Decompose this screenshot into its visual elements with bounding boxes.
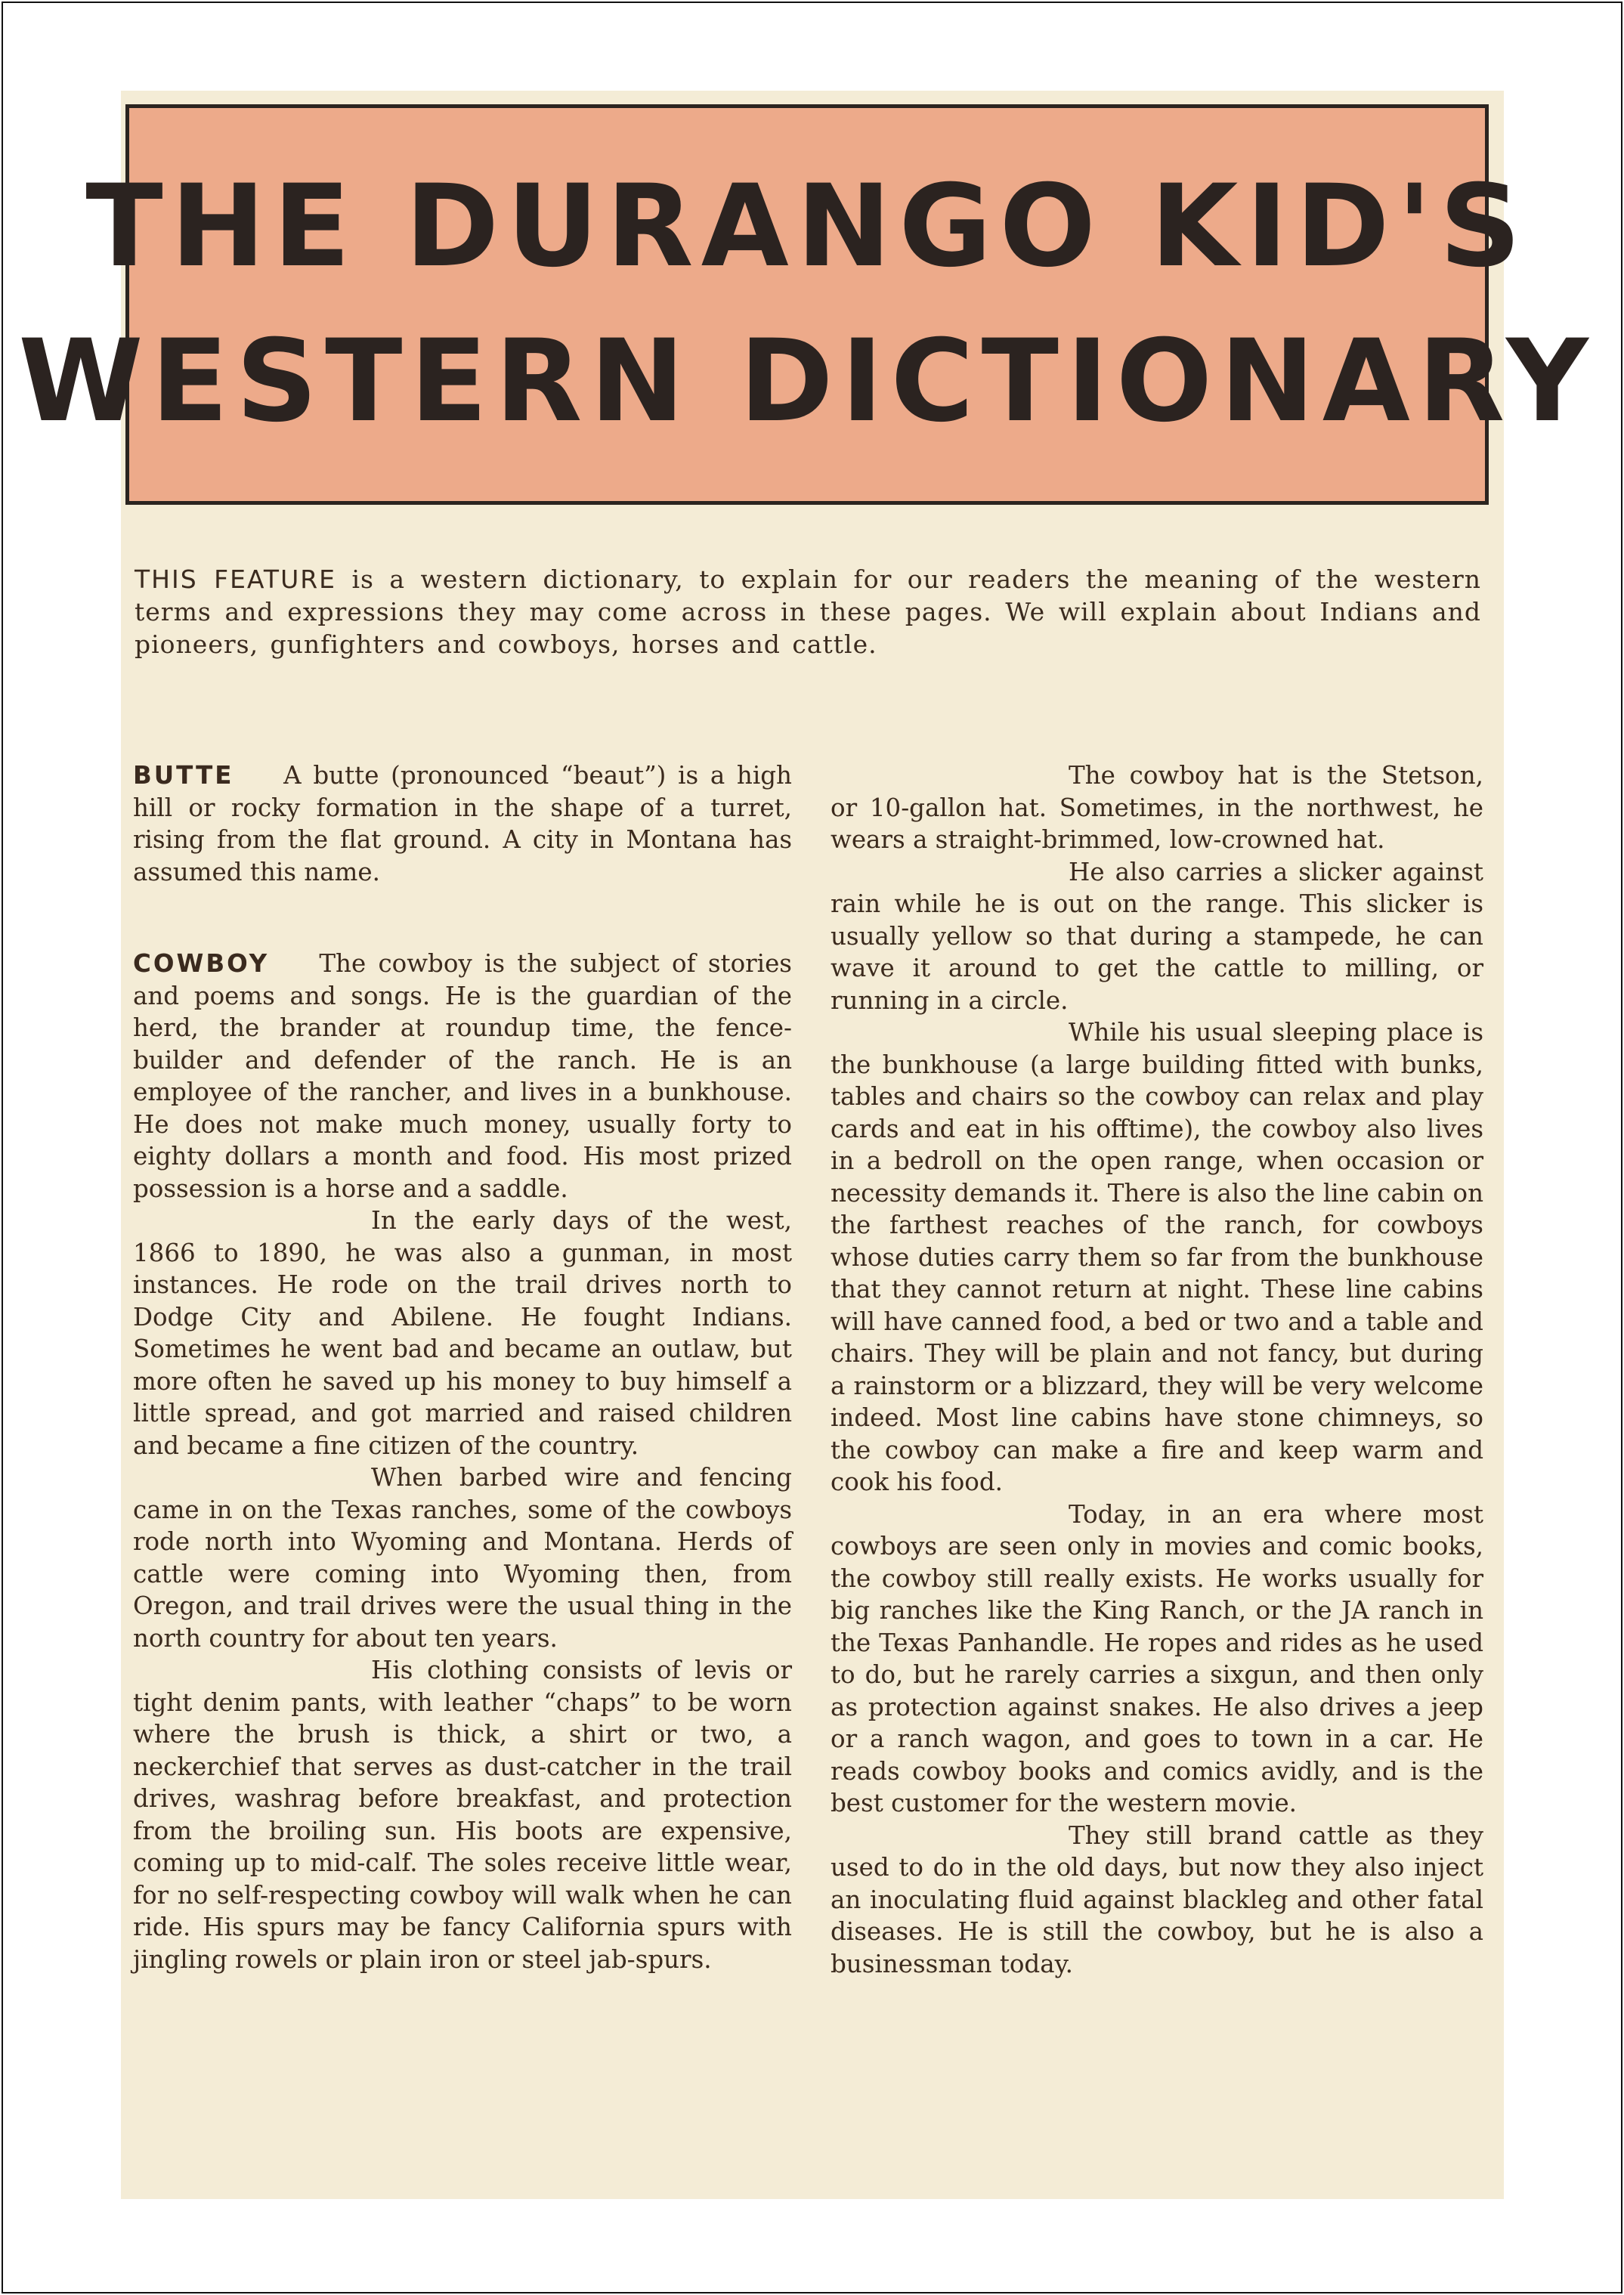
cowboy-paragraph-5: The cowboy hat is the Stetson, or 10-gallon hat. Sometimes, in the northwest, he wears a straight-brimmed, low-crowned hat.: [831, 761, 1483, 854]
right-column: [831, 759, 1483, 1980]
entry-spacer: [133, 888, 792, 948]
intro-paragraph: [135, 563, 1481, 660]
cowboy-paragraph-3: When barbed wire and fencing came in on the Texas ranches, some of the cowboys rode north into Wyoming and Montana. Herds of cattle were coming into Wyoming then, from Oregon, and trail drives were the usual thing in the north country for about ten years.: [133, 1463, 792, 1653]
cowboy-paragraph-9: They still brand cattle as they used to do in the old days, but now they also inject an inoculating fluid against blackleg and other fatal diseases. He is still the cowboy, but he is also a businessman today.: [831, 1820, 1483, 1978]
title-line-2: WESTERN DICTIONARY: [18, 316, 1596, 447]
cowboy-paragraph-4: His clothing consists of levis or tight denim pants, with leather “chaps” to be worn where the brush is thick, a shirt or two, a neckerchief that serves as dust-catcher in the trail drives, washrag before breakfast, and protection from the broiling sun. His boots are expensive, coming up to mid-calf. The soles receive little wear, for no self-respecting cowboy will walk when he can ride. His spurs may be fancy California spurs with jingling rowels or plain iron or steel jab-spurs.: [133, 1656, 792, 1974]
cowboy-paragraph-1: The cowboy is the subject of stories and poems and songs. He is the guardian of the herd, the brander at roundup time, the fence-builder and defender of the ranch. He is an employee of the rancher, and lives in a bunkhouse. He does not make much money, usually forty to eighty dollars a month and food. His most prized possession is a horse and a saddle.: [133, 949, 792, 1203]
cowboy-paragraph-8: Today, in an era where most cowboys are seen only in movies and comic books, the cowboy still really exists. He works usually for big ranches like the King Ranch, or the JA ranch in the Texas Panhandle. He ropes and rides as he used to do, but he rarely carries a sixgun, and then only as protection against snakes. He also drives a jeep or a ranch wagon, and goes to town in a car. He reads cowboy books and comics avidly, and is the best customer for the western movie.: [831, 1499, 1483, 1817]
cowboy-paragraph-6: He also carries a slicker against rain while he is out on the range. This slicker is usually yellow so that during a stampede, he can wave it around to get the cattle to milling, or running in a circle.: [831, 857, 1483, 1015]
entry-cowboy: [133, 948, 792, 1205]
butte-definition: A butte (pronounced “beaut”) is a high hill or rocky formation in the shape of a turret, rising from the flat ground. A city in Montana has assumed this name.: [133, 761, 792, 886]
title-line-1: THE DURANGO KID'S: [85, 161, 1529, 292]
left-column: [133, 759, 792, 1975]
title-banner: [18, 104, 1596, 505]
cowboy-paragraph-7: While his usual sleeping place is the bunkhouse (a large building fitted with bunks, tables and chairs so the cowboy can relax and play cards and eat in his offtime), the cowboy also lives in a bedroll on the open range, when occasion or necessity demands it. There is also the line cabin on the farthest reaches of the ranch, for cowboys whose duties carry them so far from the bunkhouse that they cannot return at night. These line cabins will have canned food, a bed or two and a table and chairs. They will be plain and not fancy, but during a rainstorm or a blizzard, they will be very welcome indeed. Most line cabins have stone chimneys, so the cowboy can make a fire and keep warm and cook his food.: [831, 1018, 1483, 1496]
entry-butte: [133, 759, 792, 888]
term-cowboy: COWBOY: [133, 949, 270, 978]
term-butte: BUTTE: [133, 761, 234, 790]
cowboy-paragraph-2: In the early days of the west, 1866 to 1890, he was also a gunman, in most instances. He rode on the trail drives north to Dodge City and Abilene. He fought Indians. Sometimes he went bad and became an outlaw, but more often he saved up his money to buy himself a little spread, and got married and raised children and became a fine citizen of the country.: [133, 1206, 792, 1460]
intro-text: is a western dictionary, to explain for our readers the meaning of the western terms and expressions they may come across in these pages. We will explain about Indians and pioneers, gunfighters and cowboys, horses and cattle.: [135, 564, 1481, 659]
intro-lead: THIS FEATURE: [135, 564, 337, 594]
